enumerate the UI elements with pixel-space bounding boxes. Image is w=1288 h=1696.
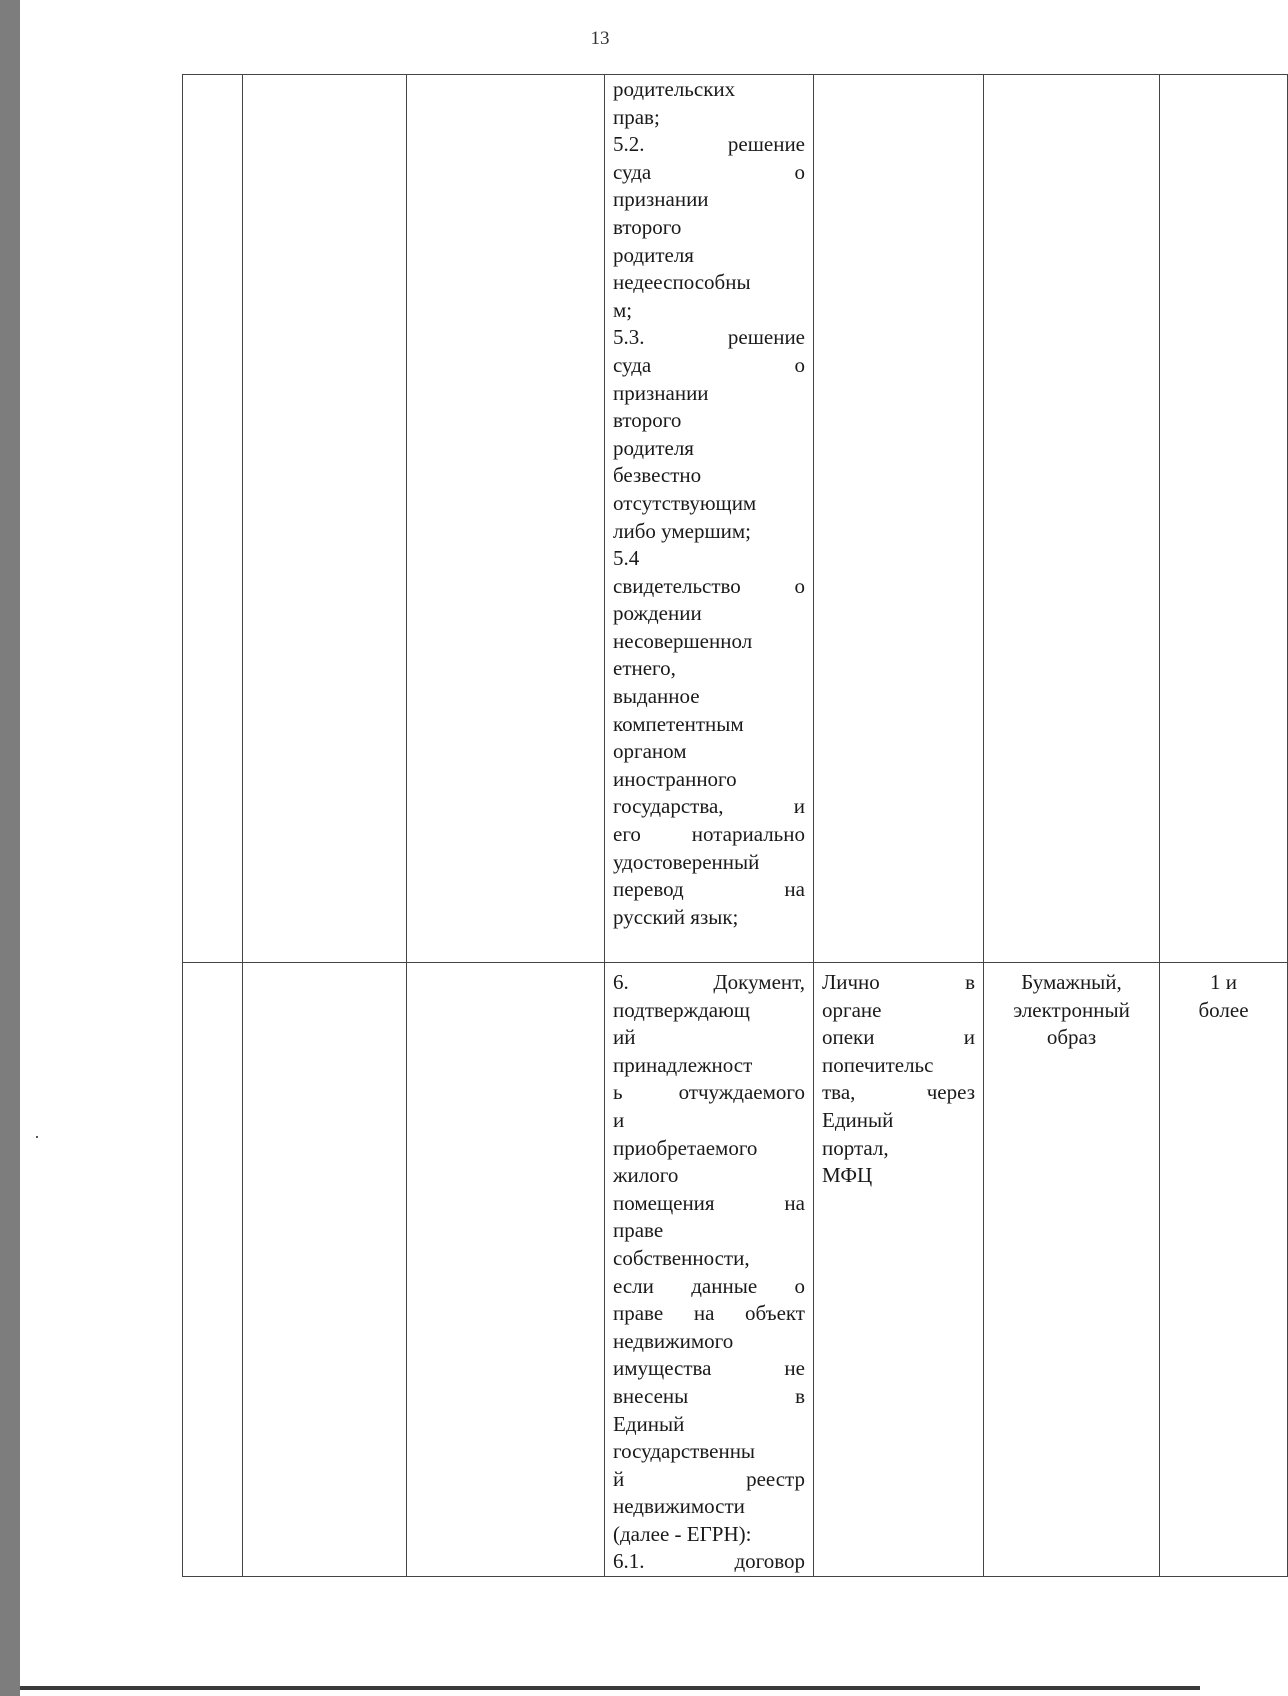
document-text-line: отсутствующим: [613, 490, 757, 515]
cell-empty: [243, 963, 407, 1577]
form-text-line: электронный: [1013, 997, 1130, 1022]
cell-count: [1160, 963, 1288, 1577]
cell-method: [814, 75, 984, 963]
count-text-line: 1 и: [1210, 970, 1237, 994]
cell-empty: [407, 963, 605, 1577]
cell-form: [984, 75, 1160, 963]
count-text-line: более: [1198, 997, 1249, 1022]
document-text-line: суда о: [613, 352, 805, 377]
document-text-line: второго: [613, 214, 682, 239]
method-text-line: Лично в: [822, 970, 975, 994]
table-continued-section: [182, 74, 1288, 963]
cell-method: [814, 963, 984, 1577]
document-text-line: свидетельство о: [613, 573, 805, 598]
document-text-line: собственности,: [613, 1245, 750, 1270]
document-text-line: 5.4: [613, 546, 640, 571]
document-text-line: Единый: [613, 1411, 685, 1436]
method-text-line: портал,: [822, 1135, 889, 1160]
document-text-line: и: [613, 1107, 625, 1132]
document-text-line: иностранного: [613, 766, 737, 791]
document-text-line: праве на объект: [613, 1301, 805, 1326]
document-text-line: удостоверенный: [613, 849, 760, 874]
method-text-line: попечительс: [822, 1052, 934, 1077]
document-text-line: недееспособны: [613, 270, 751, 295]
page-number: 13: [590, 28, 610, 49]
document-text-line: несовершеннол: [613, 628, 753, 653]
cell-empty: [407, 75, 605, 963]
document-text-line: русский язык;: [613, 904, 739, 929]
document-text-line: 6. Документ,: [613, 970, 805, 994]
document-text-line: 6.1. договор: [613, 1549, 805, 1574]
document-text-line: перевод на: [613, 877, 805, 902]
document-text-line: приобретаемого: [613, 1135, 758, 1160]
document-text-line: либо умершим;: [613, 518, 752, 543]
scan-speck: [36, 1136, 38, 1138]
document-text-line: принадлежност: [613, 1052, 753, 1077]
document-text-line: второго: [613, 408, 682, 433]
document-text-line: 5.2. решение: [613, 132, 805, 157]
document-text-line: ь отчуждаемого: [613, 1080, 805, 1105]
cell-empty: [243, 75, 407, 963]
document-text-line: 5.3. решение: [613, 325, 805, 350]
document-text-line: праве: [613, 1218, 664, 1243]
scan-edge-left: [0, 0, 20, 1696]
form-text-line: образ: [1046, 1025, 1097, 1050]
table-row: [183, 963, 1288, 1577]
cell-count: [1160, 75, 1288, 963]
document-text-line: подтверждающ: [613, 997, 750, 1022]
document-text-line: государства, и: [613, 794, 805, 819]
document-text-line: (далее - ЕГРН):: [613, 1521, 752, 1546]
document-text-line: недвижимости: [613, 1494, 745, 1519]
method-text-line: Единый: [822, 1107, 894, 1132]
cell-documents: [605, 75, 814, 963]
document-text-line: родительских: [613, 77, 736, 101]
document-text-line: признании: [613, 380, 709, 405]
cell-form: [984, 963, 1160, 1577]
document-text-line: рождении: [613, 601, 702, 626]
document-text-line: родителя: [613, 435, 694, 460]
document-text-line: прав;: [613, 104, 660, 129]
method-text-line: МФЦ: [822, 1163, 873, 1188]
document-text-line: безвестно: [613, 463, 702, 488]
document-text-line: м;: [613, 297, 633, 322]
cell-number: [183, 75, 243, 963]
document-text-line: имущества не: [613, 1356, 805, 1381]
document-text-line: етнего,: [613, 656, 676, 681]
form-text-line: Бумажный,: [1021, 970, 1122, 994]
document-text-line: компетентным: [613, 711, 744, 736]
document-text-line: ий: [613, 1025, 636, 1050]
cell-documents: [605, 963, 814, 1577]
document-text-line: жилого: [613, 1163, 679, 1188]
document-text-line: недвижимого: [613, 1328, 734, 1353]
document-text-line: й реестр: [613, 1466, 805, 1491]
document-text-line: внесены в: [613, 1383, 805, 1408]
scan-edge-bottom: [20, 1686, 1200, 1690]
document-text-line: выданное: [613, 684, 700, 709]
document-text-line: органом: [613, 739, 687, 764]
table-row: [183, 75, 1288, 963]
method-text-line: опеки и: [822, 1025, 975, 1050]
document-text-line: его нотариально: [613, 822, 805, 847]
document-text-line: если данные о: [613, 1273, 805, 1298]
document-text-line: родителя: [613, 242, 694, 267]
table-next-section: [182, 962, 1288, 1577]
document-text-line: признании: [613, 187, 709, 212]
method-text-line: органе: [822, 997, 882, 1022]
document-text-line: суда о: [613, 159, 805, 184]
document-text-line: государственны: [613, 1439, 756, 1464]
cell-number: [183, 963, 243, 1577]
method-text-line: тва, через: [822, 1080, 975, 1105]
document-text-line: помещения на: [613, 1190, 805, 1215]
